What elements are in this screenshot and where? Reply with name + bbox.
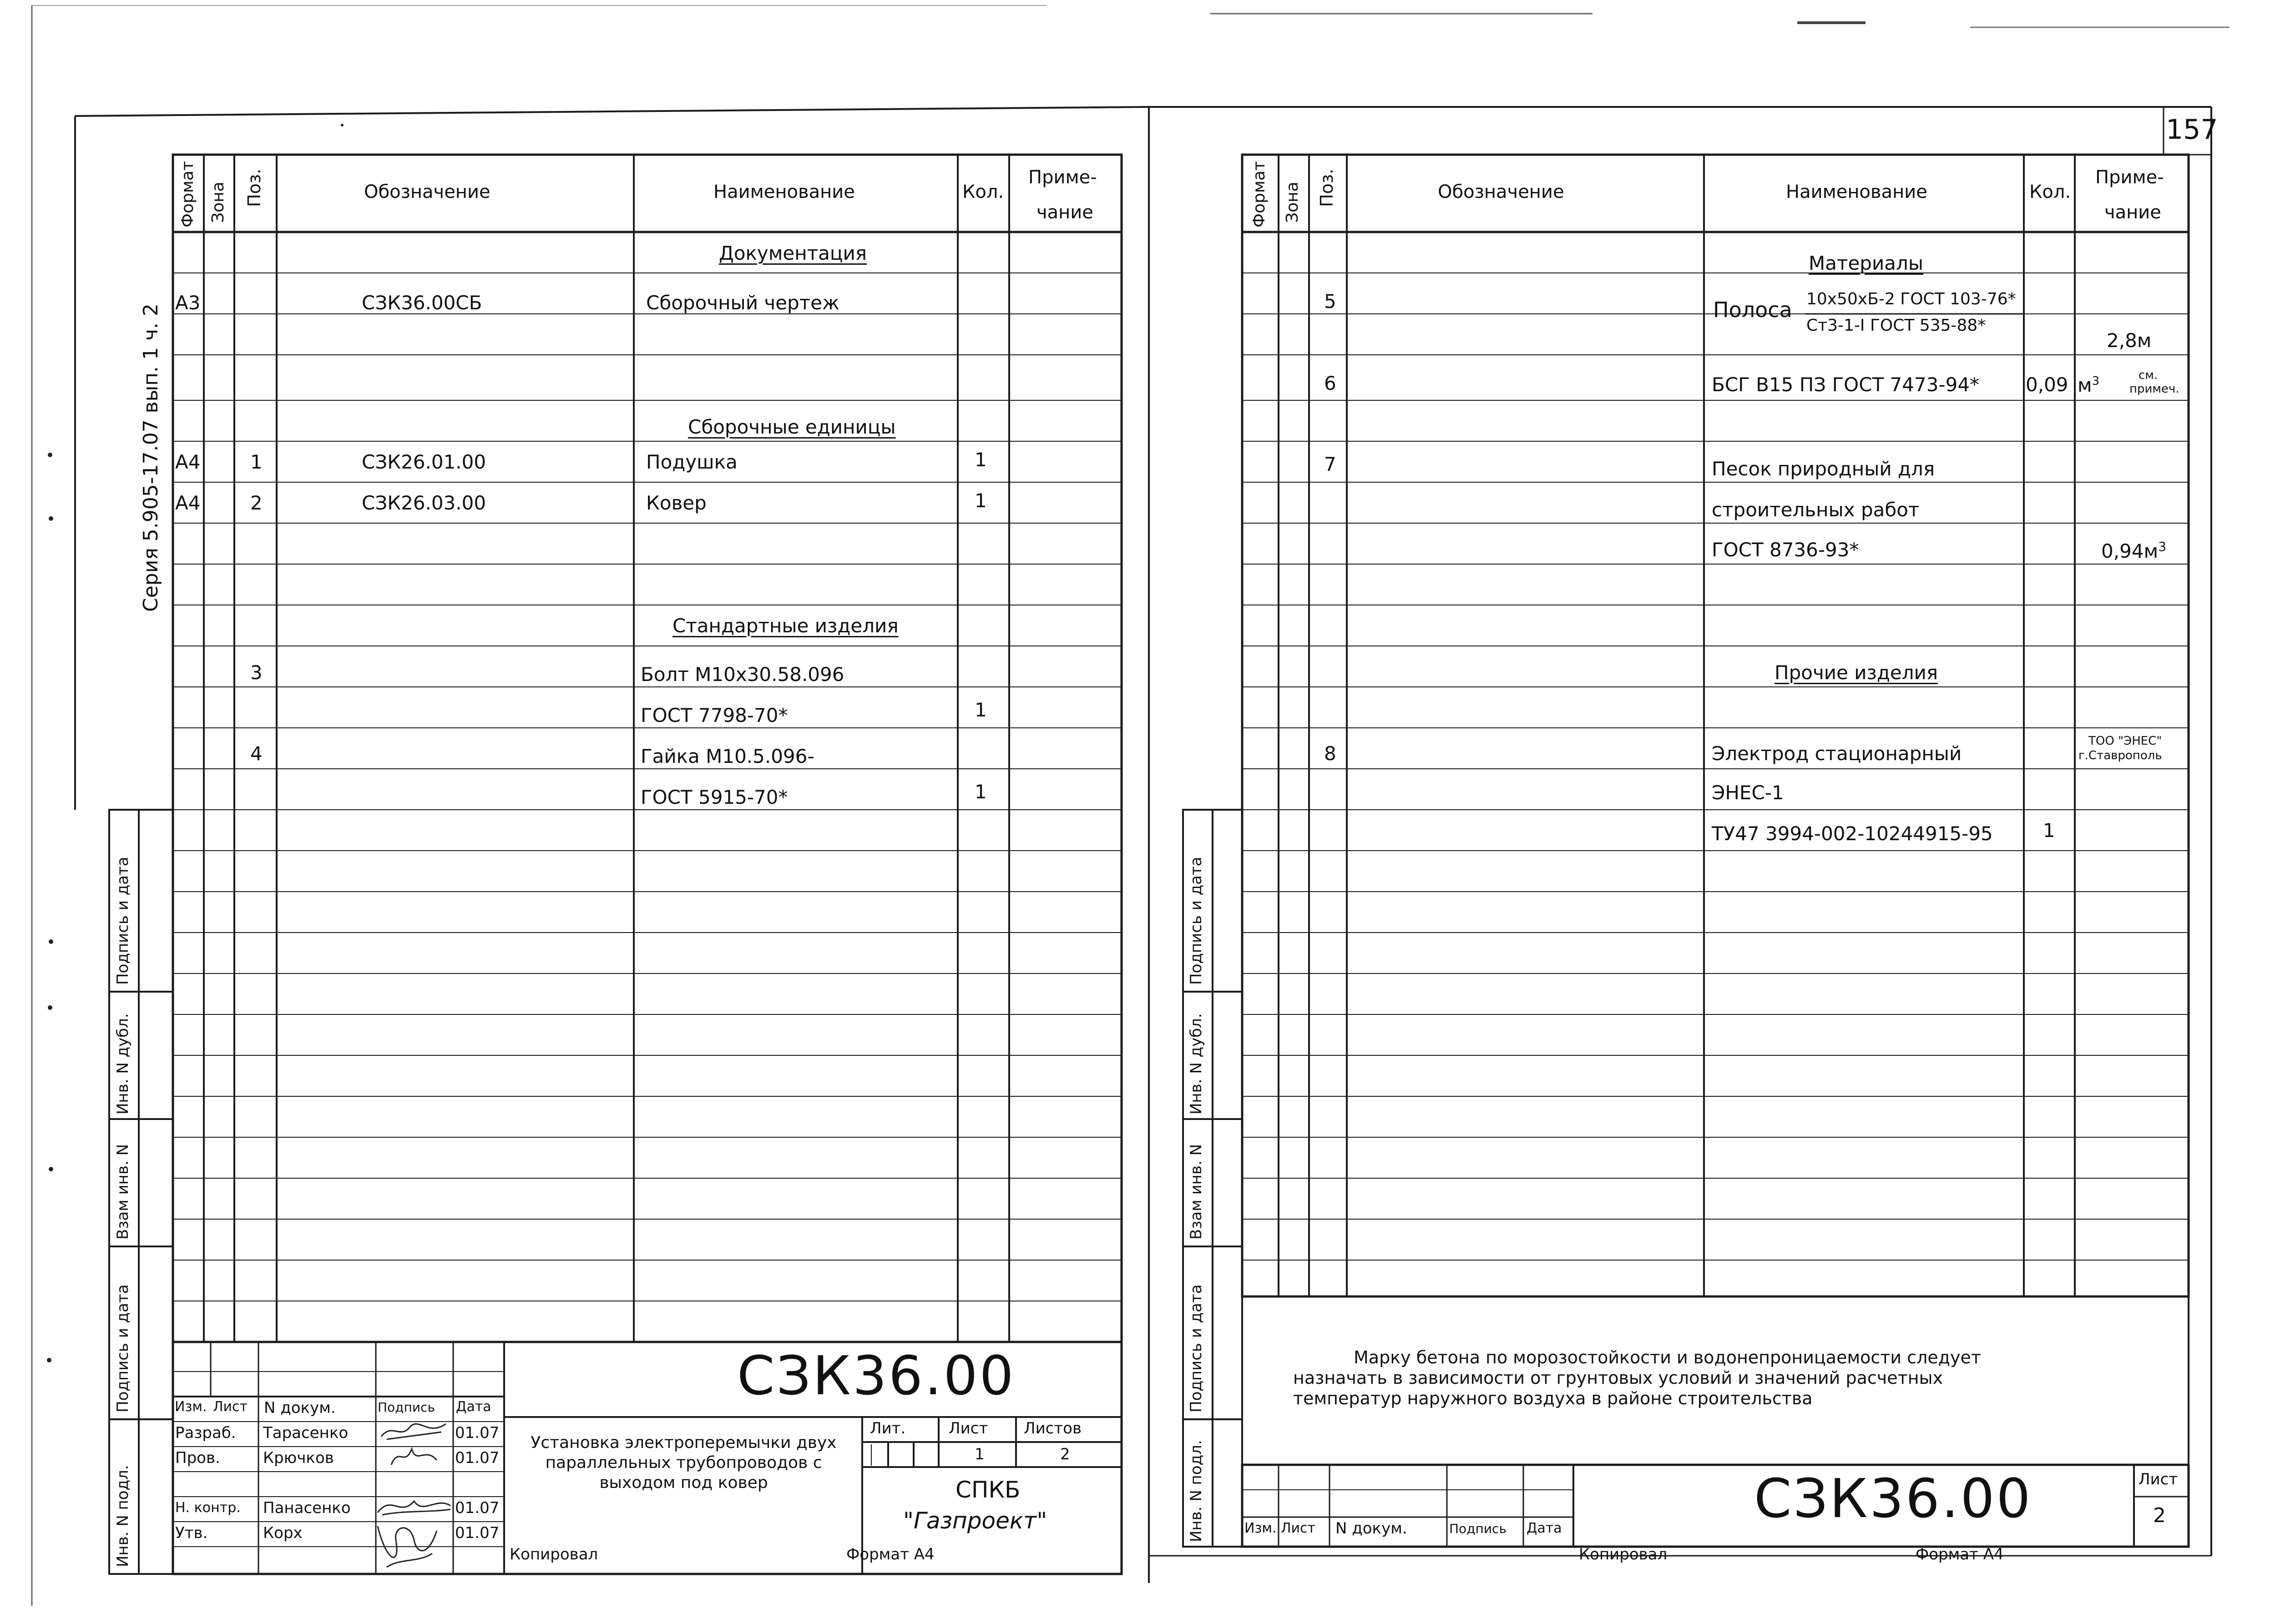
row1-designation: СЗК36.00СБ — [362, 292, 482, 314]
row5-pos-right: 5 — [1324, 290, 1336, 313]
row2-qty: 1 — [975, 449, 987, 471]
stamp-org-line1: СПКБ — [956, 1477, 1021, 1503]
right-stamp-col-ndoc: N докум. — [1335, 1519, 1407, 1538]
row2-format: А4 — [175, 451, 201, 473]
stamp-col-list: Лист — [213, 1399, 248, 1415]
side-label-inv-dubl-right: Инв. N дубл. — [1187, 1013, 1205, 1115]
col-header-note-line2-right: чание — [2104, 202, 2161, 223]
stamp-role-utv: Утв. — [175, 1524, 208, 1542]
row1-name: Сборочный чертеж — [646, 292, 839, 314]
row-electrode-qty: 1 — [2043, 819, 2055, 842]
signature-utv — [369, 1513, 446, 1572]
col-header-zone: Зона — [209, 182, 228, 223]
row-strip-fraction-bottom: Ст3-1-I ГОСТ 535-88* — [1806, 316, 1986, 335]
row-concrete-note-line2: примеч. — [2129, 382, 2179, 396]
row2-designation: СЗК26.01.00 — [362, 451, 486, 473]
row4-pos: 3 — [250, 661, 263, 684]
stamp-role-prov: Пров. — [175, 1449, 220, 1467]
page-number: 157 — [2166, 114, 2218, 146]
col-header-zone-right: Зона — [1283, 182, 1302, 223]
stamp-listov-value: 2 — [1060, 1445, 1070, 1463]
section-documentation: Документация — [719, 242, 867, 264]
side-label-inv-podl-right: Инв. N подл. — [1187, 1440, 1205, 1542]
side-label-vzam-inv: Взам инв. N — [114, 1144, 132, 1240]
row3-designation: СЗК26.03.00 — [362, 492, 486, 514]
right-stamp-col-list: Лист — [1281, 1520, 1316, 1536]
note-text-line3: температур наружного воздуха в районе строительства — [1293, 1388, 1813, 1408]
row-electrode-name-line2: ЭНЕС-1 — [1712, 782, 1784, 804]
row-concrete-name: БСГ В15 ПЗ ГОСТ 7473-94* — [1712, 373, 1980, 396]
footer-format-left: Формат А4 — [846, 1545, 935, 1563]
col-header-format: Формат — [178, 161, 197, 227]
side-label-sign-date-1-right: Подпись и дата — [1187, 857, 1205, 985]
note-text-line1: Марку бетона по морозостойкости и водонепроницаемости следует — [1354, 1347, 1982, 1367]
stamp-col-ndoc: N докум. — [264, 1399, 336, 1417]
row4-name-line1: Болт М10х30.58.096 — [641, 663, 844, 686]
row-electrode-note-line1: ТОО "ЭНЕС" — [2088, 734, 2162, 748]
row-sand-name-line1: Песок природный для — [1712, 458, 1935, 480]
signature-razrab — [378, 1418, 450, 1446]
right-stamp-col-izm: Изм. — [1244, 1520, 1277, 1536]
row5-qty: 1 — [975, 781, 987, 803]
col-header-name-right: Наименование — [1786, 182, 1927, 202]
row-sand-note: $0,94м^3$ — [2101, 539, 2167, 562]
row-electrode-name-line1: Электрод стационарный — [1712, 742, 1962, 765]
right-stamp-col-date: Дата — [1527, 1520, 1562, 1536]
stamp-date-utv: 01.07 — [455, 1524, 500, 1542]
col-header-designation-right: Обозначение — [1438, 182, 1564, 202]
section-materials: Материалы — [1809, 252, 1923, 274]
stamp-name-razrab: Тарасенко — [263, 1424, 349, 1442]
stamp-name-nkontr: Панасенко — [263, 1499, 351, 1517]
row6-pos-right: 6 — [1324, 372, 1336, 394]
stamp-lit-label: Лит. — [870, 1419, 906, 1437]
row1-format: А3 — [175, 292, 201, 314]
row-concrete-unit: $м^3$ — [2078, 374, 2100, 396]
col-header-pos-right: Поз. — [1317, 168, 1337, 207]
stamp-date-razrab: 01.07 — [455, 1424, 500, 1442]
row-strip-note: 2,8м — [2107, 329, 2152, 352]
row5-name-line1: Гайка М10.5.096- — [641, 745, 814, 767]
col-header-format-right: Формат — [1250, 161, 1269, 227]
right-stamp-list-value: 2 — [2153, 1504, 2166, 1527]
stamp-title: Установка электроперемычки двух параллельных трубопроводов с выходом под ковер — [531, 1433, 837, 1492]
row-strip-fraction-top: 10х50хБ-2 ГОСТ 103-76* — [1806, 290, 2016, 308]
row3-format: А4 — [175, 492, 201, 514]
stamp-role-razrab: Разраб. — [175, 1424, 236, 1442]
section-assembly-units: Сборочные единицы — [688, 416, 896, 438]
stamp-col-signature: Подпись — [378, 1400, 435, 1415]
side-label-inv-dubl: Инв. N дубл. — [114, 1013, 132, 1115]
col-header-name: Наименование — [713, 182, 855, 202]
stamp-listov-label: Листов — [1024, 1419, 1082, 1437]
right-stamp-list-label: Лист — [2138, 1470, 2178, 1488]
side-label-sign-date-1: Подпись и дата — [114, 857, 132, 985]
stamp-date-prov: 01.07 — [455, 1449, 500, 1467]
side-label-inv-podl: Инв. N подл. — [114, 1465, 132, 1567]
stamp-col-izm: Изм. — [175, 1399, 207, 1415]
row3-pos: 2 — [250, 492, 263, 514]
row-electrode-note-line2: г.Ставрополь — [2078, 749, 2162, 762]
col-header-designation: Обозначение — [364, 182, 490, 202]
stamp-list-label: Лист — [949, 1419, 988, 1437]
section-standard-items: Стандартные изделия — [672, 615, 899, 637]
row-concrete-qty: 0,09 — [2026, 373, 2068, 396]
row5-pos: 4 — [250, 742, 263, 765]
col-header-qty-right: Кол. — [2029, 182, 2071, 202]
stamp-date-nkontr: 01.07 — [455, 1499, 500, 1517]
row8-pos-right: 8 — [1324, 742, 1336, 765]
row-strip-name: Полоса — [1713, 298, 1792, 322]
series-label: Серия 5.905-17.07 вып. 1 ч. 2 — [139, 303, 162, 612]
col-header-note-line1: Приме- — [1028, 167, 1097, 188]
side-label-sign-date-2: Подпись и дата — [114, 1284, 132, 1412]
row5-name-line2: ГОСТ 5915-70* — [641, 786, 788, 808]
col-header-qty: Кол. — [962, 182, 1004, 202]
row7-pos-right: 7 — [1324, 453, 1336, 475]
stamp-doc-code: СЗК36.00 — [737, 1344, 1016, 1407]
col-header-pos: Поз. — [244, 168, 264, 207]
side-label-sign-date-2-right: Подпись и дата — [1187, 1284, 1205, 1412]
stamp-org-line2: "Газпроект" — [903, 1508, 1047, 1534]
row2-pos: 1 — [250, 451, 263, 473]
right-stamp-col-signature: Подпись — [1449, 1521, 1507, 1536]
signature-prov — [387, 1442, 441, 1472]
side-label-vzam-inv-right: Взам инв. N — [1187, 1144, 1205, 1240]
row2-name: Подушка — [646, 451, 738, 473]
row4-qty: 1 — [975, 699, 987, 721]
stamp-col-date: Дата — [456, 1399, 491, 1415]
col-header-note-line2: чание — [1036, 202, 1093, 223]
stamp-name-utv: Корх — [263, 1524, 303, 1542]
row3-qty: 1 — [975, 489, 987, 512]
row-sand-name-line3: ГОСТ 8736-93* — [1712, 539, 1859, 561]
footer-copied-left: Копировал — [510, 1545, 598, 1563]
stamp-role-nkontr: Н. контр. — [175, 1500, 241, 1516]
row-sand-name-line2: строительных работ — [1712, 499, 1920, 521]
note-text-line2: назначать в зависимости от грунтовых условий и значений расчетных — [1293, 1368, 1943, 1388]
row-electrode-name-line3: ТУ47 3994-002-10244915-95 — [1712, 822, 1993, 845]
row4-name-line2: ГОСТ 7798-70* — [641, 704, 788, 726]
footer-copied-right: Копировал — [1579, 1545, 1668, 1563]
col-header-note-line1-right: Приме- — [2095, 167, 2164, 188]
stamp-name-prov: Крючков — [263, 1449, 334, 1467]
row3-name: Ковер — [646, 492, 707, 514]
section-other-items: Прочие изделия — [1774, 661, 1938, 684]
right-stamp-doc-code: СЗК36.00 — [1754, 1467, 2032, 1530]
row-concrete-note-line1: см. — [2138, 368, 2158, 382]
stamp-list-value: 1 — [975, 1445, 985, 1463]
footer-format-right: Формат А4 — [1916, 1545, 2004, 1563]
